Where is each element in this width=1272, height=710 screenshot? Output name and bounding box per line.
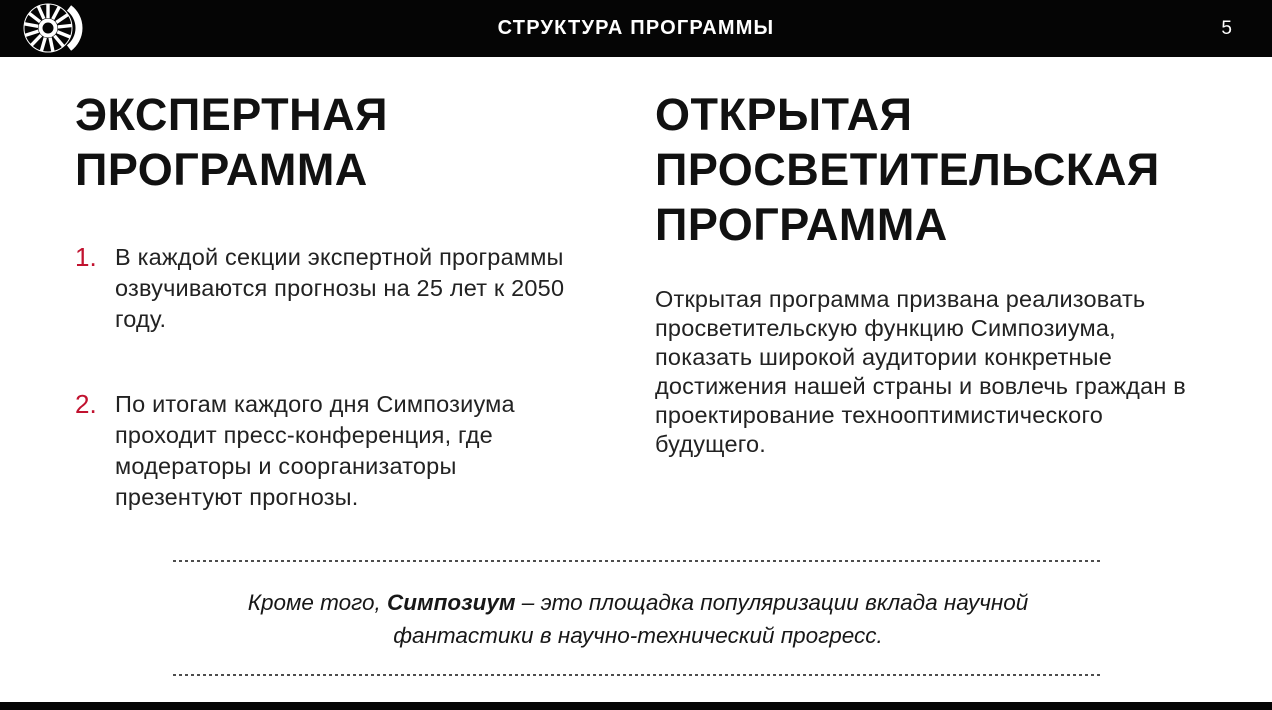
list-item-text: В каждой секции экспертной программы озвучиваются прогнозы на 25 лет к 2050 году.: [115, 243, 565, 332]
footnote-suffix: – это площадка популяризации вклада научной фантастики в научно-технический прогресс.: [393, 590, 1029, 648]
page-number: 5: [1221, 17, 1232, 39]
open-program-section: [655, 88, 1205, 482]
expert-program-heading: ЭКСПЕРТНАЯ ПРОГРАММА: [75, 89, 388, 195]
expert-program-section: [75, 88, 565, 567]
list-item-number: 2.: [75, 388, 97, 419]
header-bar: [0, 0, 1272, 57]
footer-bar: [0, 702, 1272, 710]
slide-title: СТРУКТУРА ПРОГРАММЫ: [497, 17, 775, 39]
footnote-bold-word: Симпозиум: [387, 590, 516, 615]
list-item: [75, 242, 565, 335]
footnote-text: [203, 586, 1073, 652]
dashed-divider-top: [173, 560, 1103, 562]
footnote-prefix: Кроме того,: [247, 590, 388, 615]
expert-program-list: [75, 242, 565, 513]
footnote-block: [173, 560, 1103, 676]
open-program-heading: ОТКРЫТАЯ ПРОСВЕТИТЕЛЬСКАЯ ПРОГРАММА: [655, 89, 1160, 250]
list-item: [75, 389, 565, 513]
list-item-number: 1.: [75, 241, 97, 272]
turbine-logo-icon: [22, 1, 88, 55]
list-item-text: По итогам каждого дня Симпозиума проходит пресс-конференция, где модераторы и соорганизаторы презентуют прогнозы.: [115, 390, 515, 510]
open-program-paragraph: Открытая программа призвана реализовать просветительскую функцию Симпозиума, показать широкой аудитории конкретные достижения нашей страны и вовлечь граждан в проектирование технооптимистического будущего.: [655, 285, 1186, 457]
dashed-divider-bottom: [173, 674, 1103, 676]
